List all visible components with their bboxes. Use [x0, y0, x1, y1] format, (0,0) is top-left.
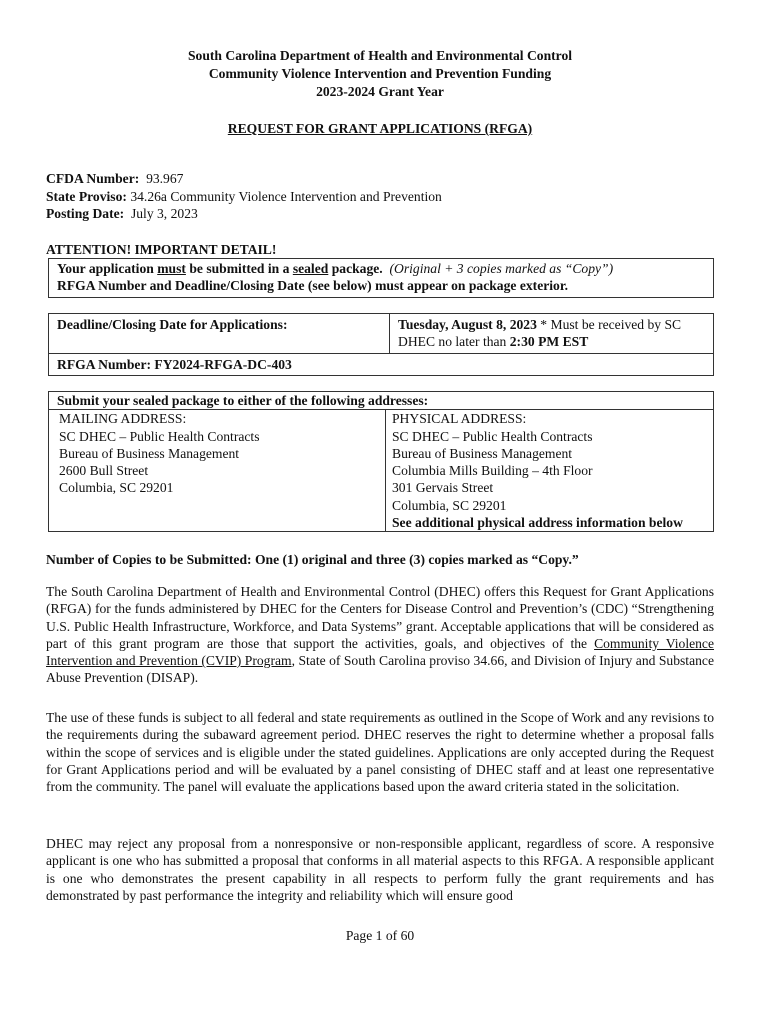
posting-value: July 3, 2023	[130, 206, 198, 221]
attention-heading: ATTENTION! IMPORTANT DETAIL!	[46, 242, 277, 257]
header-grant-year: 2023-2024 Grant Year	[316, 84, 444, 99]
cvip-program-link[interactable]: Community Violence Intervention and Prevention (CVIP) Program	[46, 635, 715, 669]
paragraph-intro: The South Carolina Department of Health and Environmental Control (DHEC) offers this Request for Grant Applications (RFGA) for the funds administered by DHEC for the Centers for Disease Control and Prevention’s (CDC) “Strengthening U.S. Public Health Infrastructure, Workforce, and Data Systems” grant. Acceptable applications that will be considered as part of this grant program are those that support the activities, goals, and objectives of the Community Violence Intervention and Prevention (CVIP) Program, State of South Carolina proviso 34.66, and Division of Injury and Substance Abuse Prevention (DISAP).	[46, 584, 715, 686]
proviso-line	[46, 188, 442, 206]
mailing-line: Columbia, SC 29201	[59, 480, 174, 496]
grant-metadata	[46, 170, 442, 223]
posting-line	[46, 205, 442, 223]
proviso-label: State Proviso:	[46, 188, 127, 204]
document-title	[46, 120, 714, 137]
copies-requirement: Number of Copies to be Submitted: One (1) original and three (3) copies marked as “Copy.”	[46, 552, 579, 567]
paragraph-funds-use: The use of these funds is subject to all federal and state requirements as outlined in the Scope of Work and any revisions to the requirements during the subaward agreement period. DHEC reserves the right to determine whether a proposal falls within the scope of services and is eligible under the stated guidelines. Applications are only accepted during the Request for Grant Applications period and will be evaluated by a panel consisting of DHEC staff and at least one representative from the community. The panel will evaluate the applications based upon the award criteria stated in the solicitation.	[46, 710, 714, 795]
header-agency: South Carolina Department of Health and Environmental Control	[187, 48, 573, 63]
mailing-line: Bureau of Business Management	[59, 445, 240, 461]
cfda-label: CFDA Number:	[46, 171, 140, 186]
copies-note: (Original + 3 copies marked as “Copy”)	[389, 261, 614, 276]
physical-line: SC DHEC – Public Health Contracts	[392, 428, 593, 444]
addresses-heading: Submit your sealed package to either of the following addresses:	[49, 392, 714, 410]
paragraph-rejection: DHEC may reject any proposal from a nonresponsive or non-responsible applicant, regardless of score. A responsive applicant is one who has submitted a proposal that conforms in all material aspects to this RFGA. A responsible applicant is one who demonstrates the present capability in all respects to perform fully the grant requirements and has demonstrated by past performance the integrity and reliability which will ensure good	[46, 836, 714, 903]
header-program: Community Violence Intervention and Prevention Funding	[208, 66, 552, 81]
deadline-label: Deadline/Closing Date for Applications:	[49, 314, 390, 354]
deadline-time: 2:30 PM EST	[509, 334, 589, 350]
attention-box	[48, 258, 714, 298]
posting-label: Posting Date:	[46, 206, 125, 221]
title-text: REQUEST FOR GRANT APPLICATIONS (RFGA)	[227, 121, 533, 136]
deadline-table	[48, 313, 714, 376]
attention-line-2: RFGA Number and Deadline/Closing Date (see below) must appear on package exterior.	[57, 278, 569, 294]
physical-line: Columbia Mills Building – 4th Floor	[392, 463, 593, 479]
physical-address	[386, 410, 714, 532]
attention-line-1: Your application must be submitted in a sealed package. (Original + 3 copies marked as “Copy”)	[57, 261, 614, 276]
mailing-address	[49, 410, 386, 532]
page-number: Page 1 of 60	[345, 928, 415, 943]
physical-note: See additional physical address information below	[392, 515, 683, 531]
addresses-table	[48, 391, 714, 532]
cfda-line	[46, 170, 442, 188]
physical-label: PHYSICAL ADDRESS:	[392, 411, 527, 427]
mailing-line: SC DHEC – Public Health Contracts	[59, 428, 260, 444]
deadline-date: Tuesday, August 8, 2023	[398, 317, 537, 332]
mailing-label: MAILING ADDRESS:	[59, 411, 187, 427]
cfda-value: 93.967	[146, 171, 184, 186]
attention-content	[49, 259, 714, 298]
physical-line: Bureau of Business Management	[392, 445, 573, 461]
physical-line: 301 Gervais Street	[392, 480, 494, 496]
proviso-value: 34.26a Community Violence Intervention and Prevention	[130, 188, 442, 204]
physical-line: Columbia, SC 29201	[392, 497, 507, 513]
deadline-value	[390, 314, 714, 354]
mailing-line: 2600 Bull Street	[59, 463, 149, 479]
deadline-note: * Must be received by SC DHEC no later than	[398, 317, 682, 350]
document-header	[46, 47, 714, 101]
emphasis-must: must	[157, 261, 186, 276]
emphasis-sealed: sealed	[292, 261, 329, 276]
rfga-number: RFGA Number: FY2024-RFGA-DC-403	[49, 353, 714, 375]
